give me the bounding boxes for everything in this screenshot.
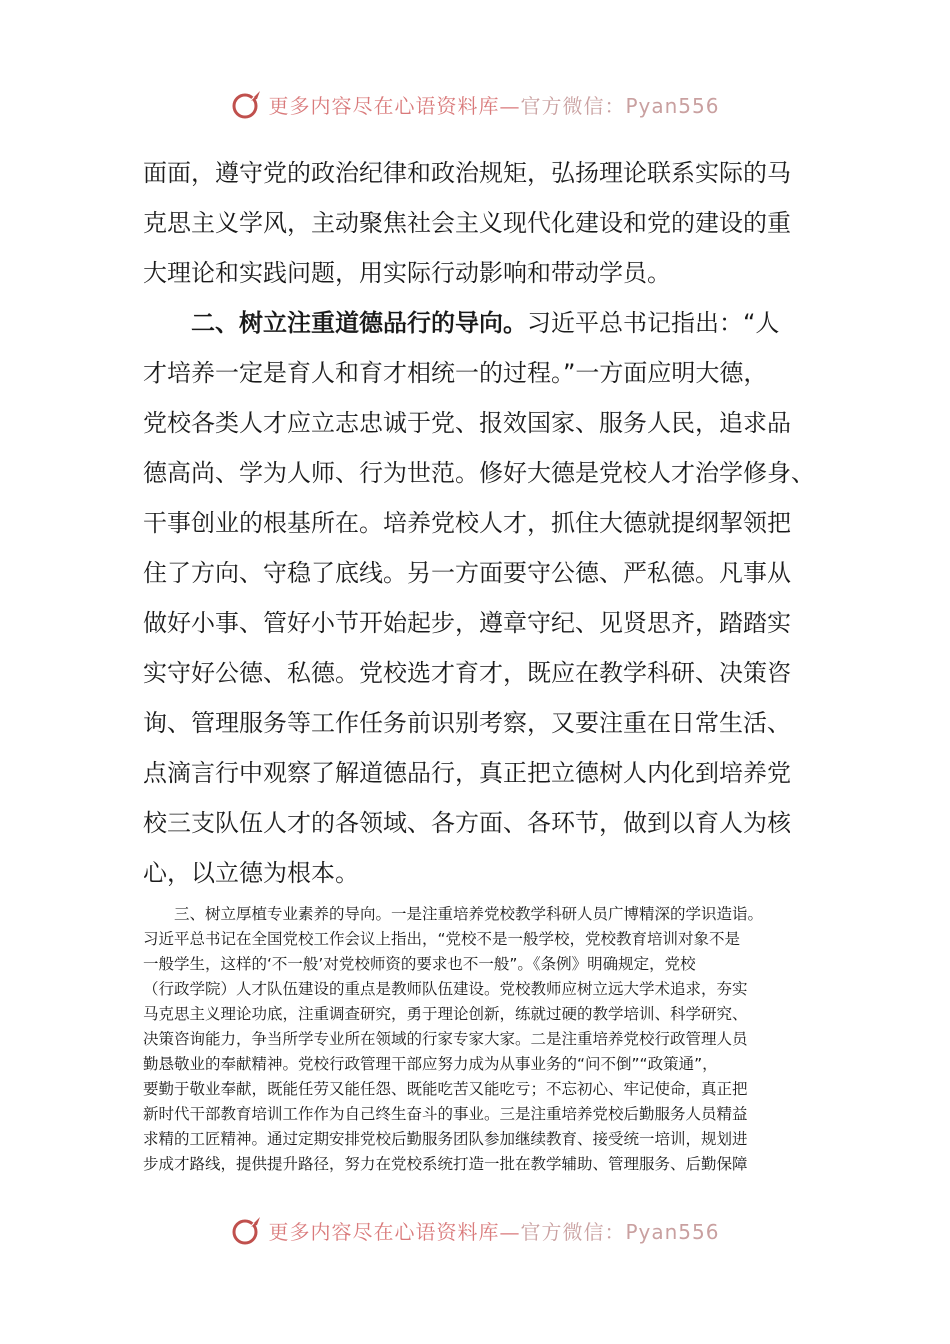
small-text-line: 一般学生，这样的‘不一般’对党校师资的要求也不一般”。《条例》明确规定，党校 bbox=[143, 955, 696, 973]
text-line: 面面，遵守党的政治纪律和政治规矩，弘扬理论联系实际的马 bbox=[143, 159, 791, 187]
text-line: 心，以立德为根本。 bbox=[143, 859, 359, 887]
footer-banner-separator: — bbox=[499, 1219, 521, 1244]
text-line: 询、管理服务等工作任务前识别考察，又要注重在日常生活、 bbox=[143, 709, 791, 737]
footer-banner bbox=[0, 1210, 950, 1250]
header-banner-title: 更多内容尽在心语资料库 bbox=[268, 93, 500, 118]
text-line: 校三支队伍人才的各领域、各方面、各环节，做到以育人为核 bbox=[143, 809, 791, 837]
footer-wechat: 官方微信：Pyan556 bbox=[520, 1219, 720, 1244]
text-line: 干事创业的根基所在。培养党校人才，抓住大德就提纲挈领把 bbox=[143, 509, 791, 537]
small-text-line: 要勤于敬业奉献，既能任劳又能任怨、既能吃苦又能吃亏；不忘初心、牢记使命，真正把 bbox=[143, 1080, 748, 1098]
text-line: 做好小事、管好小节开始起步，遵章守纪、见贤思齐，踏踏实 bbox=[143, 609, 791, 637]
section-heading-line bbox=[143, 298, 823, 348]
section-heading: 二、树立注重道德品行的导向。 bbox=[191, 309, 527, 337]
header-wechat: 官方微信：Pyan556 bbox=[520, 93, 720, 118]
small-text-line: 求精的工匠精神。通过定期安排党校后勤服务团队参加继续教育、接受统一培训，规划进 bbox=[143, 1130, 748, 1148]
header-banner-separator: — bbox=[499, 93, 521, 118]
small-text-line: 步成才路线，提供提升路径，努力在党校系统打造一批在教学辅助、管理服务、后勤保障 bbox=[143, 1155, 748, 1173]
footer-banner-text bbox=[268, 1216, 719, 1245]
text-line: 住了方向、守稳了底线。另一方面要守公德、严私德。凡事从 bbox=[143, 559, 791, 587]
small-text-line: 勤恳敬业的奉献精神。党校行政管理干部应努力成为从事业务的“问不倒”“政策通”， bbox=[143, 1055, 718, 1073]
text-line: 克思主义学风，主动聚焦社会主义现代化建设和党的建设的重 bbox=[143, 209, 791, 237]
small-text-line: 决策咨询能力，争当所学专业所在领域的行家专家大家。二是注重培养党校行政管理人员 bbox=[143, 1030, 748, 1048]
header-banner bbox=[0, 84, 950, 124]
text-line: 党校各类人才应立志忠诚于党、报效国家、服务人民，追求品 bbox=[143, 409, 791, 437]
main-text-small bbox=[143, 902, 823, 1177]
small-text-line: 马克思主义理论功底，注重调查研究，勇于理论创新，练就过硬的教学培训、科学研究、 bbox=[143, 1005, 748, 1023]
footer-banner-title: 更多内容尽在心语资料库 bbox=[268, 1219, 500, 1244]
small-text-line: （行政学院）人才队伍建设的重点是教师队伍建设。党校教师应树立远大学术追求，夯实 bbox=[143, 980, 748, 998]
section-heading-rest: 习近平总书记指出：“人 bbox=[527, 309, 780, 337]
main-text-large bbox=[143, 148, 823, 898]
small-text-line: 习近平总书记在全国党校工作会议上指出，“党校不是一般学校，党校教育培训对象不是 bbox=[143, 930, 741, 948]
text-line: 才培养一定是育人和育才相统一的过程。”一方面应明大德， bbox=[143, 359, 768, 387]
text-line: 德高尚、学为人师、行为世范。修好大德是党校人才治学修身、 bbox=[143, 459, 815, 487]
header-banner-text bbox=[268, 90, 719, 119]
text-line: 实守好公德、私德。党校选才育才，既应在教学科研、决策咨 bbox=[143, 659, 791, 687]
small-text-line: 新时代干部教育培训工作作为自己终生奋斗的事业。三是注重培养党校后勤服务人员精益 bbox=[143, 1105, 748, 1123]
quill-logo-icon bbox=[230, 1213, 264, 1247]
quill-logo-icon bbox=[230, 87, 264, 121]
small-text-line: 三、树立厚植专业素养的导向。一是注重培养党校教学科研人员广博精深的学识造诣。 bbox=[174, 905, 764, 923]
text-line: 点滴言行中观察了解道德品行，真正把立德树人内化到培养党 bbox=[143, 759, 791, 787]
text-line: 大理论和实践问题，用实际行动影响和带动学员。 bbox=[143, 259, 671, 287]
